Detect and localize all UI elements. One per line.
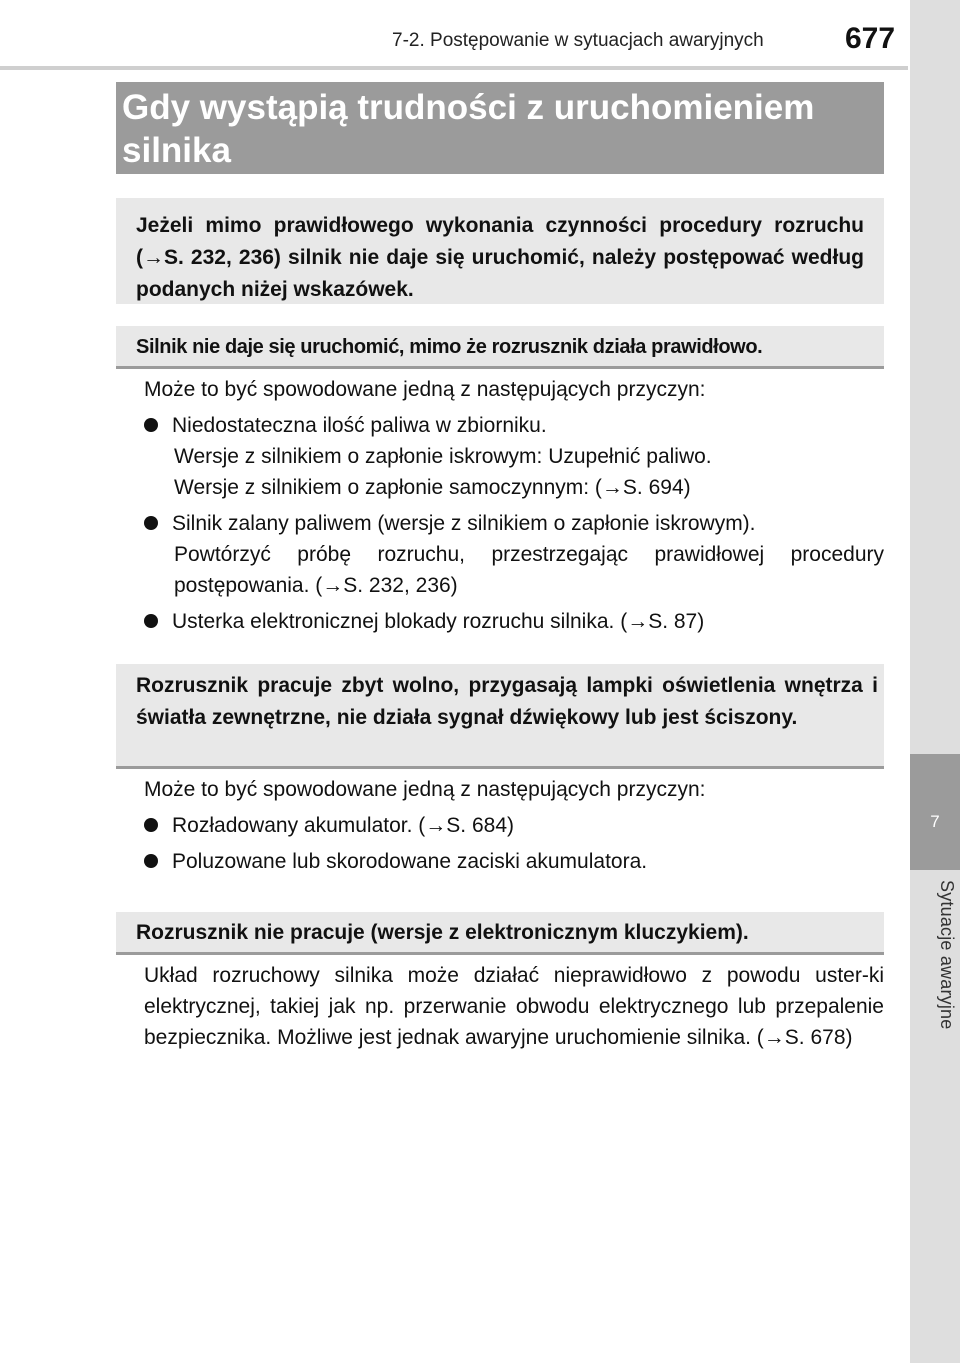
- list-item-text: Silnik zalany paliwem (wersje z silnikiem o zapłonie iskrowym).: [172, 512, 756, 535]
- running-header: 7-2. Postępowanie w sytuacjach awaryjnych: [392, 30, 764, 51]
- section-2-heading: Rozrusznik pracuje zbyt wolno, przygasają lampki oświetlenia wnętrza i światła zewnętrzne, nie działa sygnał dźwiękowy lub jest ściszony.: [136, 674, 878, 729]
- list-item-text: Rozładowany akumulator. (→S. 684): [172, 814, 514, 837]
- bullet-icon: [144, 614, 158, 628]
- chapter-number: 7: [930, 812, 940, 831]
- list-item-text: Niedostateczna ilość paliwa w zbiorniku.: [172, 414, 547, 437]
- list-item-sub: Powtórzyć próbę rozruchu, przestrzegając prawidłowej procedury postępowania. (→S. 232, 236): [174, 543, 884, 597]
- section-1-lead: Może to być spowodowane jedną z następujących przyczyn:: [144, 378, 706, 401]
- list-item-sub: Wersje z silnikiem o zapłonie iskrowym: Uzupełnić paliwo.: [174, 445, 712, 468]
- section-3-body: Układ rozruchowy silnika może działać nieprawidłowo z powodu uster-ki elektrycznej, takiej jak np. przerwanie obwodu elektrycznego lub przepalenie bezpiecznika. Możliwe jest jednak awaryjne uruchomienie silnika. (→S. 678): [144, 964, 884, 1049]
- chapter-sidebar: [910, 0, 960, 1363]
- list-item-text: Usterka elektronicznej blokady rozruchu silnika. (→S. 87): [172, 610, 705, 633]
- section-1-heading: Silnik nie daje się uruchomić, mimo że rozrusznik działa prawidłowo.: [136, 336, 763, 358]
- bullet-icon: [144, 418, 158, 432]
- page-number: 677: [845, 22, 896, 55]
- list-item-sub: Wersje z silnikiem o zapłonie samoczynnym: (→S. 694): [174, 476, 691, 499]
- intro-text: Jeżeli mimo prawidłowego wykonania czynności procedury rozruchu (→S. 232, 236) silnik nie daje się uruchomić, należy postępować według podanych niżej wskazówek.: [136, 214, 864, 301]
- chapter-label: Sytuacje awaryjne: [937, 880, 957, 1030]
- bullet-icon: [144, 854, 158, 868]
- section-3-heading: Rozrusznik nie pracuje (wersje z elektronicznym kluczykiem).: [136, 921, 749, 944]
- section-2-lead: Może to być spowodowane jedną z następujących przyczyn:: [144, 778, 706, 801]
- page-title: Gdy wystąpią trudności z uruchomieniem silnika: [122, 88, 815, 170]
- bullet-icon: [144, 516, 158, 530]
- header-divider: [0, 66, 908, 70]
- bullet-icon: [144, 818, 158, 832]
- list-item-text: Poluzowane lub skorodowane zaciski akumulatora.: [172, 850, 648, 873]
